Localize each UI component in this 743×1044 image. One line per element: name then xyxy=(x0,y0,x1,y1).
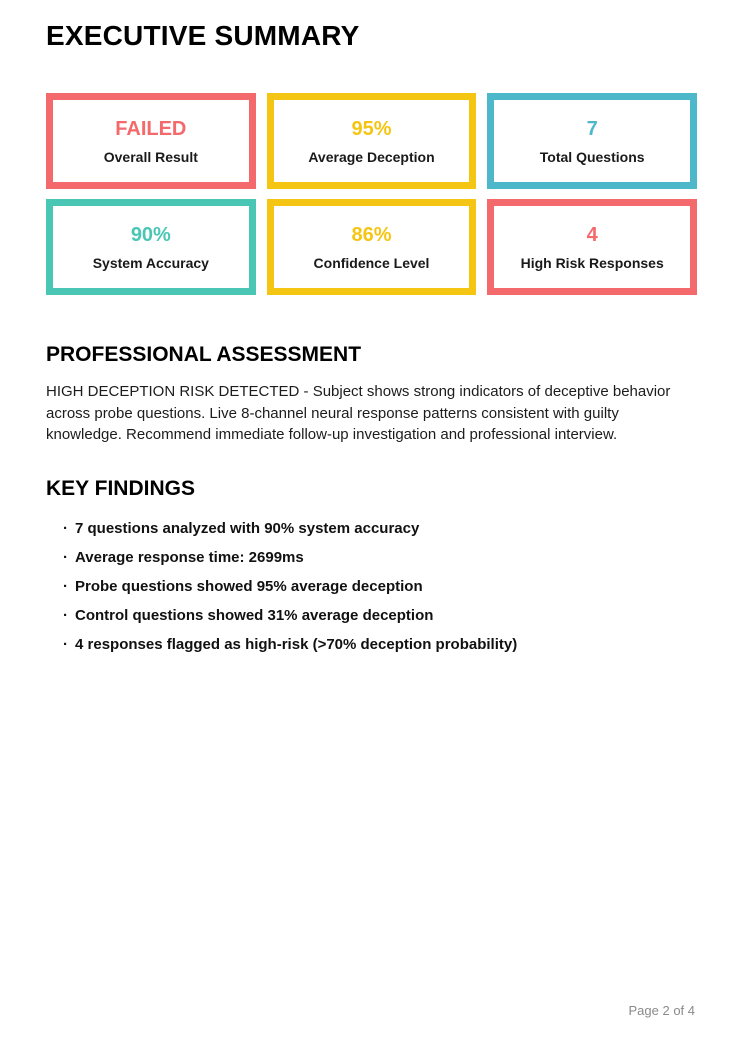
stat-card-system-accuracy xyxy=(46,199,256,295)
stat-value: 86% xyxy=(351,224,392,246)
finding-item: · 4 responses flagged as high-risk (>70% deception probability) xyxy=(63,635,697,654)
stat-label: System Accuracy xyxy=(92,255,209,271)
stat-card-high-risk-responses xyxy=(487,199,697,295)
assessment-body-text: HIGH DECEPTION RISK DETECTED - Subject shows strong indicators of deceptive behavior across probe questions. Live 8-channel neural response patterns consistent with guilty knowledge. Recommend immediate follow-up investigation and professional interview. xyxy=(46,383,671,443)
stat-value: 7 xyxy=(586,118,598,140)
finding-item: · Average response time: 2699ms xyxy=(63,548,697,567)
key-findings-heading: KEY FINDINGS xyxy=(46,476,195,500)
stat-label: Confidence Level xyxy=(313,255,430,271)
stat-card-confidence-level xyxy=(267,199,477,295)
stat-label: Average Deception xyxy=(308,149,435,165)
stat-label: High Risk Responses xyxy=(520,255,664,271)
stat-label: Total Questions xyxy=(539,149,645,165)
finding-item: · Control questions showed 31% average deception xyxy=(63,606,697,625)
stat-value: 95% xyxy=(351,118,392,140)
finding-item: · 7 questions analyzed with 90% system accuracy xyxy=(63,519,697,538)
page-title: EXECUTIVE SUMMARY xyxy=(46,20,360,51)
summary-cards-grid xyxy=(46,93,697,295)
stat-label: Overall Result xyxy=(103,149,198,165)
stat-card-average-deception xyxy=(267,93,477,189)
assessment-heading: PROFESSIONAL ASSESSMENT xyxy=(46,343,362,366)
stat-card-total-questions xyxy=(487,93,697,189)
stat-card-overall-result xyxy=(46,93,256,189)
page-number: Page 2 of 4 xyxy=(628,1003,695,1018)
stat-value: 4 xyxy=(586,224,598,246)
stat-value: 90% xyxy=(130,224,171,246)
finding-item: · Probe questions showed 95% average deception xyxy=(63,577,697,596)
key-findings-list xyxy=(46,519,697,654)
stat-value: FAILED xyxy=(115,118,187,140)
